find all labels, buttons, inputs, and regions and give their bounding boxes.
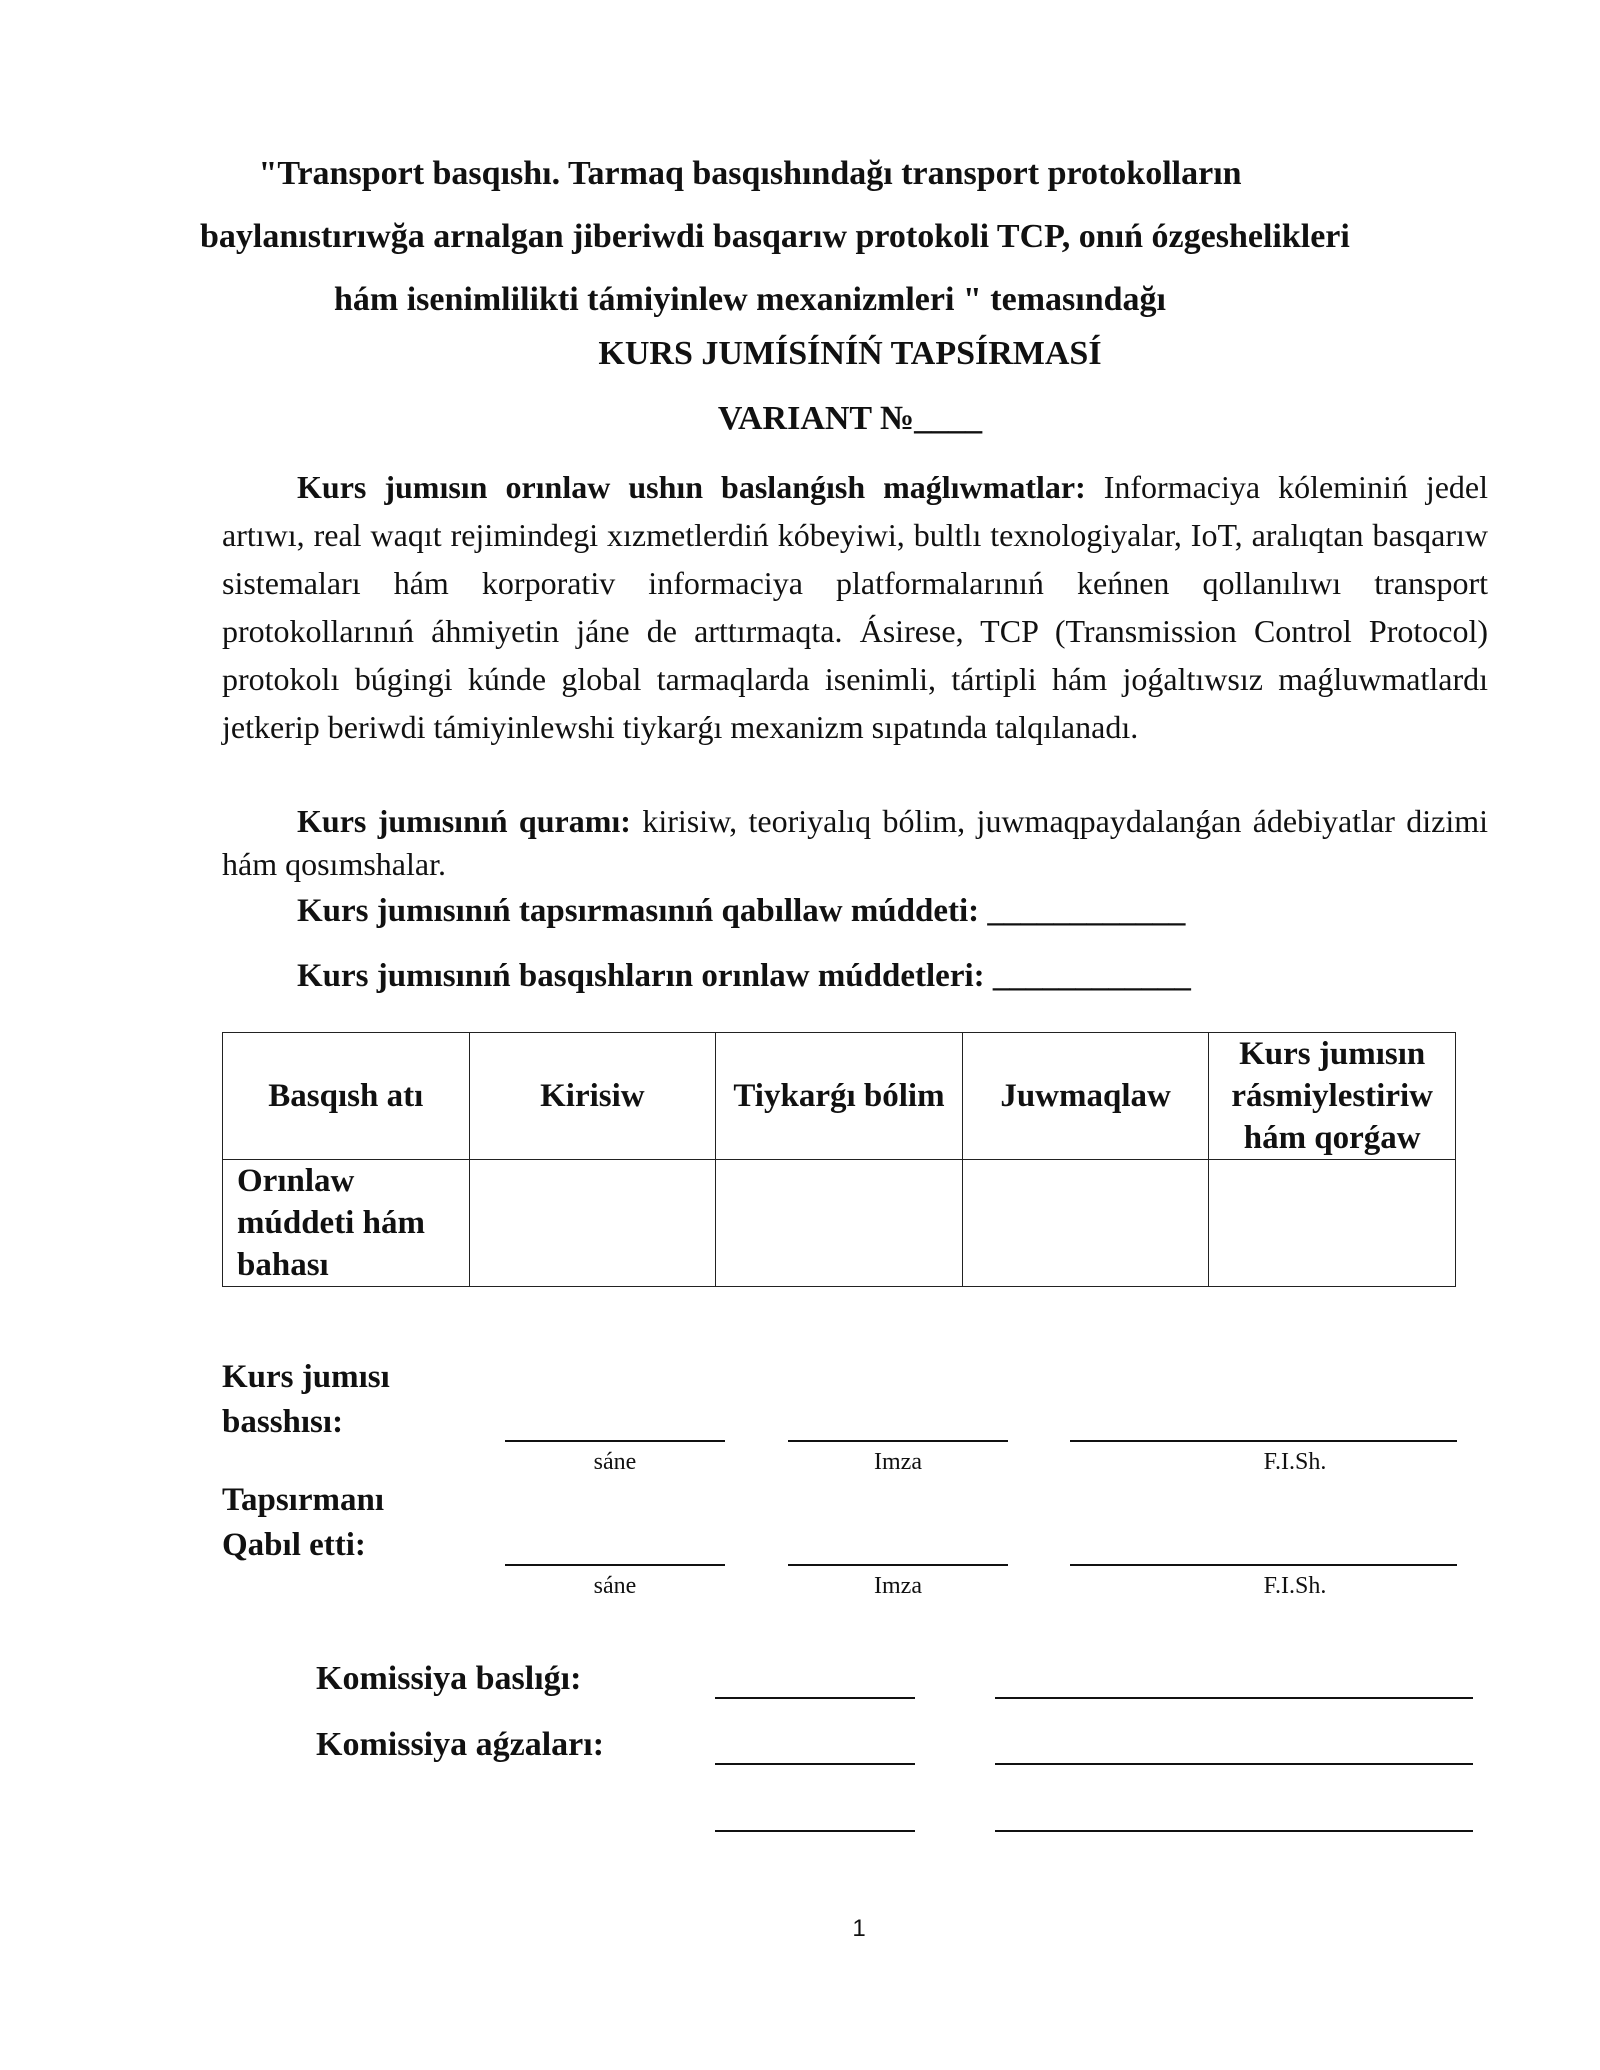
title-line-1: "Transport basqıshı. Tarmaq basqıshındağı transport protokolların — [258, 155, 1242, 192]
cell-main-part[interactable] — [716, 1160, 963, 1287]
receiver-signature-line[interactable] — [788, 1564, 1008, 1566]
receiver-name-line[interactable] — [1070, 1564, 1457, 1566]
structure-paragraph — [222, 800, 1488, 886]
member-2-name-line[interactable] — [995, 1830, 1473, 1832]
member-2-signature-line[interactable] — [715, 1830, 915, 1832]
table-row — [223, 1160, 1456, 1287]
chair-name-line[interactable] — [995, 1697, 1473, 1699]
receiver-label: Tapsırmanı Qabıl etti: — [222, 1482, 385, 1563]
member-1-name-line[interactable] — [995, 1763, 1473, 1765]
supervisor-date-caption: sáne — [593, 1449, 637, 1475]
receiver-date-caption: sáne — [593, 1573, 637, 1599]
chair-signature-line[interactable] — [715, 1697, 915, 1699]
cell-introduction[interactable] — [469, 1160, 716, 1287]
initial-data-text: Informaciya kóleminiń jedel artıwı, real waqıt rejimindegi xızmetlerdiń kóbeyiwi, bultlı texnologiyalar, IoT, aralıqtan basqarıw sistemaları hám korporativ informaciya platformalarınıń keńnen qollanılıwı transport protokollarınıń áhmiyetin jáne de arttırmaqta. Ásirese, TCP (Transmission Control Protocol) protokolı búgingi kúnde global tarmaqlarda isenimli, tártipli hám joǵaltıwsız maǵluwmatlardı jetkerip beriwdi támiyinlewshi tiykarǵı mexanizm sıpatında talqılanadı. — [222, 469, 1489, 745]
page-number: 1 — [852, 1915, 866, 1942]
commission-chair-label: Komissiya baslıǵı: — [316, 1660, 582, 1697]
acceptance-deadline: Kurs jumısınıń tapsırmasınıń qabıllaw múddeti: ____________ — [297, 893, 1186, 929]
table-header-row — [223, 1033, 1456, 1160]
structure-text: kirisiw, teoriyalıq bólim, juwmaqpaydalanǵan ádebiyatlar dizimi hám qosımshalar. — [222, 803, 1489, 882]
title-line-2: baylanıstırıwğa arnalgan jiberiwdi basqarıw protokoli TCP, onıń ózgeshelikleri — [200, 218, 1350, 255]
supervisor-date-line[interactable] — [505, 1440, 725, 1442]
commission-members-label: Komissiya aǵzaları: — [316, 1726, 605, 1763]
receiver-date-line[interactable] — [505, 1564, 725, 1566]
receiver-name-caption: F.I.Sh. — [1263, 1573, 1327, 1599]
header-stage-name: Basqısh atı — [223, 1033, 470, 1160]
title-line-3: hám isenimlilikti támiyinlew mexanizmleri " temasındağı — [334, 281, 1166, 318]
supervisor-name-line[interactable] — [1070, 1440, 1457, 1442]
header-formatting-defense: Kurs jumısın rásmiylestiriw hám qorǵaw — [1209, 1033, 1456, 1160]
stages-table — [222, 1032, 1456, 1287]
supervisor-signature-line[interactable] — [788, 1440, 1008, 1442]
member-1-signature-line[interactable] — [715, 1763, 915, 1765]
supervisor-signature-caption: Imza — [874, 1449, 922, 1475]
cell-conclusion[interactable] — [962, 1160, 1209, 1287]
structure-label: Kurs jumısınıń quramı: — [297, 803, 631, 839]
variant-number: VARIANT №____ — [717, 400, 983, 437]
header-introduction: Kirisiw — [469, 1033, 716, 1160]
document-title — [200, 142, 1350, 331]
cell-formatting-defense[interactable] — [1209, 1160, 1456, 1287]
stages-deadline: Kurs jumısınıń basqıshların orınlaw múddetleri: ____________ — [297, 958, 1191, 994]
receiver-signature-caption: Imza — [874, 1573, 922, 1599]
supervisor-name-caption: F.I.Sh. — [1263, 1449, 1327, 1475]
row-label-deadline-grade: Orınlaw múddeti hám bahası — [223, 1160, 470, 1287]
initial-data-label: Kurs jumısın orınlaw ushın baslanǵısh maǵlıwmatlar: — [297, 469, 1086, 505]
supervisor-label: Kurs jumısı basshısı: — [222, 1359, 390, 1440]
header-main-part: Tiykarǵı bólim — [716, 1033, 963, 1160]
assignment-heading: KURS JUMÍSÍNÍŃ TAPSÍRMASÍ — [598, 335, 1102, 372]
header-conclusion: Juwmaqlaw — [962, 1033, 1209, 1160]
initial-data-paragraph — [222, 463, 1488, 751]
